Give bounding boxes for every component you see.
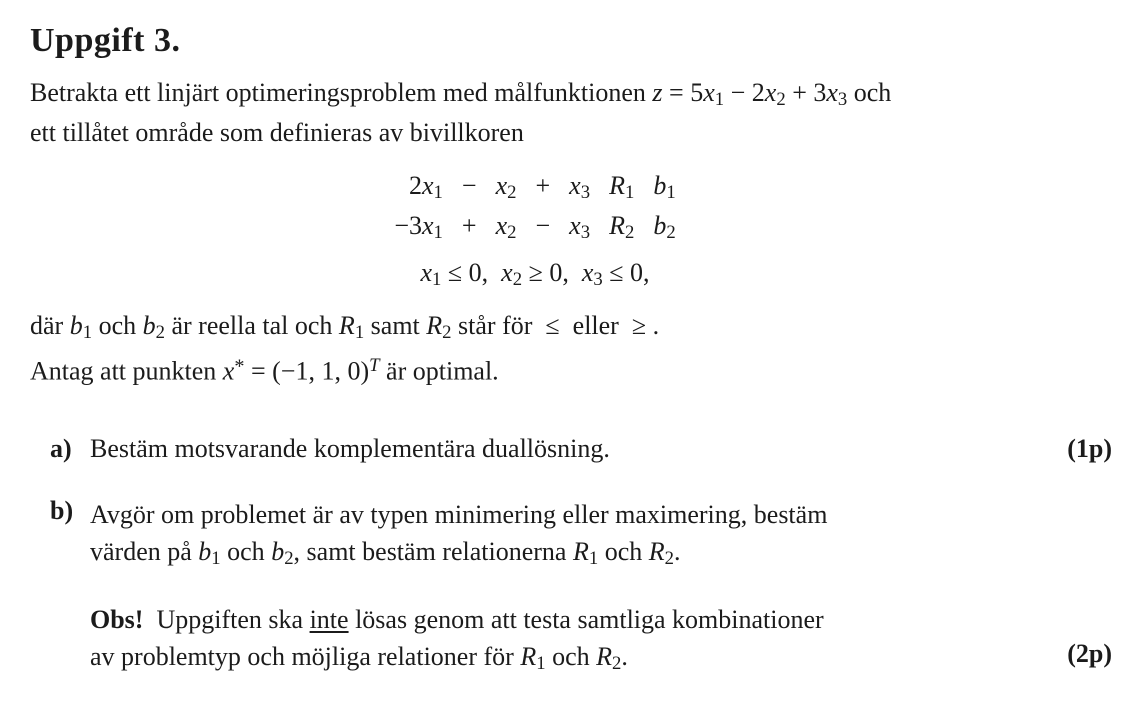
item-a-points-badge: (1p) [1067,434,1112,463]
note-line-1: Obs! Uppgiften ska inte lösas genom att testa samtliga kombinationer [90,605,824,634]
item-b-points-badge: (2p) [1067,639,1112,668]
constraint-cell: x3 [569,211,591,244]
constraint-cell: −3x1 [394,211,443,244]
constraint-system [30,169,1040,296]
constraint-cell: R1 [609,171,635,204]
constraint-cell: R2 [609,211,635,244]
constraint-rows [394,169,675,249]
item-b-text [90,496,827,577]
item-b-label: b) [50,496,74,525]
item-a-text: Bestäm motsvarande komplementära duallösning. [90,434,610,463]
intro-line-1: Betrakta ett linjärt optimeringsproblem med målfunktionen z = 5x1 − 2x2 + 3x3 och [30,78,892,111]
constraint-cell: x2 [495,171,517,204]
constraint-cell: + [535,171,551,200]
item-b-line-2: värden på b1 och b2, samt bestäm relationerna R1 och R2. [90,537,681,570]
sign-constraints-line: x1 ≤ 0, x2 ≥ 0, x3 ≤ 0, [420,258,650,291]
note-line-2: av problemtyp och möjliga relationer för R1 och R2. [90,642,628,675]
intro-line-2: ett tillåtet område som definieras av bivillkoren [30,118,524,148]
problem-title: Uppgift 3. [30,22,181,59]
constraint-cell: + [461,211,477,241]
constraint-cell: x3 [569,171,591,204]
constraint-cell: − [461,171,477,200]
assumption-line: Antag att punkten x* = (−1, 1, 0)$^T$ är optimal. [30,355,499,386]
constraint-cell: b2 [653,211,676,244]
intro-paragraph [30,76,891,149]
constraint-cell: − [535,211,551,241]
constraint-cell: b1 [653,171,676,204]
note-paragraph [90,601,824,682]
constraint-cell: x2 [495,211,517,244]
item-b-line-1: Avgör om problemet är av typen minimering eller maximering, bestäm [90,500,828,529]
constraint-cell: 2x1 [409,171,443,204]
item-a-label: a) [50,434,72,463]
where-clause-line: där b1 och b2 är reella tal och R1 samt R2 står för ≤ eller ≥ . [30,311,660,344]
